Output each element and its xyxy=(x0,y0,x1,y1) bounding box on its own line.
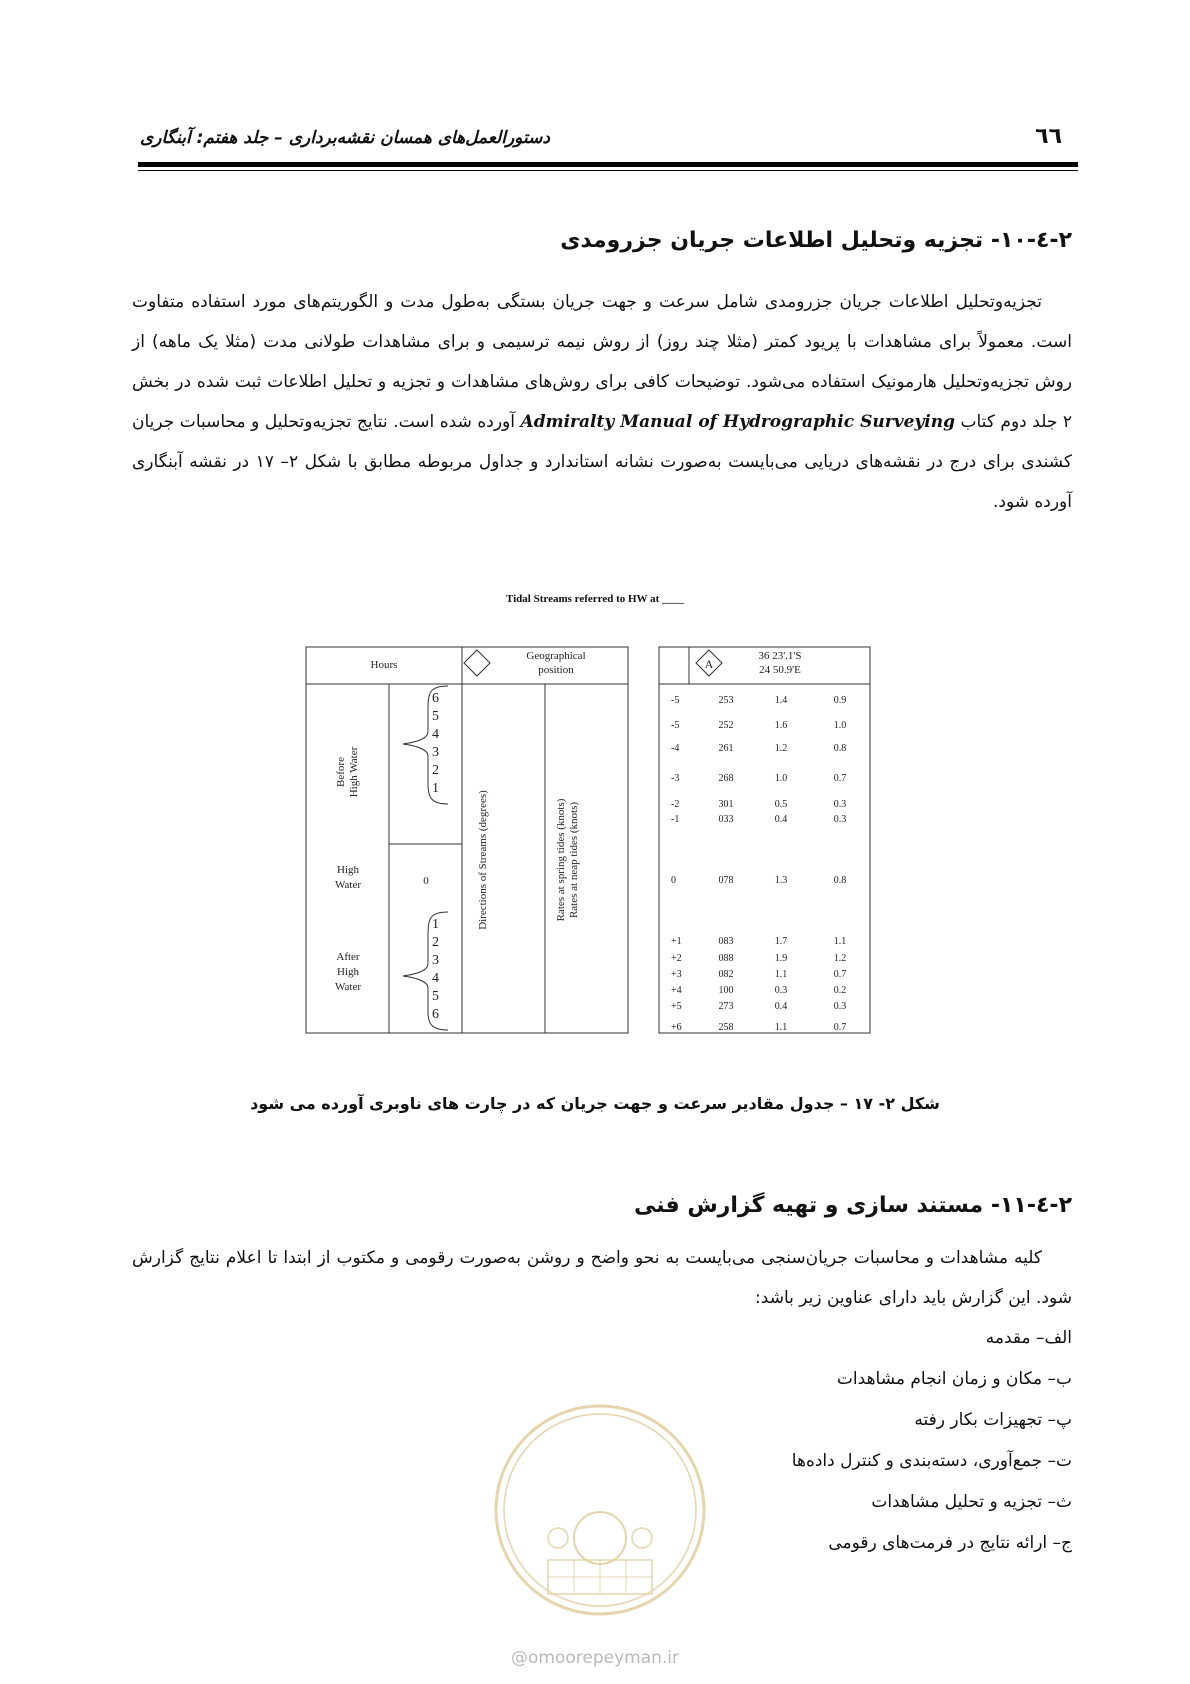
tidal-cell: 1.2 xyxy=(774,743,788,754)
tidal-cell: 0.7 xyxy=(833,1022,847,1033)
station-longitude: 24 50.9'E xyxy=(759,664,801,676)
tidal-cell: 0.2 xyxy=(833,985,847,996)
report-heading-item: ت– جمع‌آوری، دسته‌بندی و کنترل داده‌ها xyxy=(791,1451,1072,1471)
tidal-cell: +2 xyxy=(671,953,682,964)
before-brace-icon xyxy=(403,686,448,804)
tidal-cell: 268 xyxy=(718,773,734,784)
tidal-table-title: Tidal Streams referred to HW at ____ xyxy=(505,593,685,605)
hw-label-1: High xyxy=(337,864,359,876)
before-hour-6: 6 xyxy=(432,691,439,706)
tidal-cell: 1.0 xyxy=(774,773,788,784)
tidal-cell: 0.4 xyxy=(774,814,788,825)
tidal-cell: -5 xyxy=(671,695,680,706)
header-rule-thin xyxy=(138,170,1078,171)
tidal-cell: 0.3 xyxy=(833,1001,847,1012)
after-brace-icon xyxy=(403,912,448,1030)
after-hour-5: 5 xyxy=(432,989,439,1004)
publisher-watermark-logo xyxy=(490,1400,710,1620)
after-hw-label-2: High xyxy=(337,966,359,978)
before-hw-label-1: Before xyxy=(335,757,347,787)
hours-label: Hours xyxy=(370,659,398,671)
section-heading-10: ۲-٤-۱۰- تجزیه وتحلیل اطلاعات جریان جزرومدی xyxy=(560,228,1072,253)
tidal-cell: 0.3 xyxy=(833,799,847,810)
tidal-cell: 0.3 xyxy=(833,814,847,825)
tidal-cell: 1.6 xyxy=(774,720,788,731)
spring-rates-label: Rates at spring tides (knots) xyxy=(555,798,567,922)
section-10-paragraph xyxy=(132,282,1072,522)
tidal-cell: +3 xyxy=(671,969,682,980)
tidal-cell: 0 xyxy=(671,875,676,886)
tidal-cell: 301 xyxy=(718,799,734,810)
tidal-data-rows xyxy=(671,695,846,1033)
tidal-cell: -2 xyxy=(671,799,680,810)
report-heading-item: الف– مقدمه xyxy=(985,1328,1072,1348)
directions-axis-label: Directions of Streams (degrees) xyxy=(477,790,489,930)
report-heading-item: ج– ارائه نتایج در فرمت‌های رقومی xyxy=(828,1533,1072,1553)
tidal-cell: 252 xyxy=(718,720,734,731)
after-hour-3: 3 xyxy=(432,953,439,968)
paragraph-text-part1: تجزیه‌وتحلیل اطلاعات جریان جزرومدی شامل سرعت و جهت جریان بستگی به‌طول مدت و الگوریتم‌های مورد استفاده متفاوت است. معمولاً برای مشاهدات با پریود کمتر (مثلا چند روز) از روش نیمه ترسیمی و برای مشاهدات طولانی مدت (مثلا یک ماهه) از روش تجزیه‌وتحلیل هارمونیک استفاده می‌شود. توضیحات کافی برای روش‌های مشاهدات و تجزیه و تحلیل اطلاعات ثبت شده در بخش ۲ جلد دوم کتاب xyxy=(132,292,1072,432)
tidal-cell: 258 xyxy=(718,1022,734,1033)
after-hours-list xyxy=(432,917,439,1022)
running-header-title: دستورالعمل‌های همسان نقشه‌برداری – جلد هفتم: آبنگاری xyxy=(140,128,550,148)
tidal-cell: 033 xyxy=(718,814,734,825)
section-11-paragraph xyxy=(132,1238,1072,1318)
tidal-cell: 1.9 xyxy=(774,953,788,964)
tidal-cell: 0.9 xyxy=(833,695,847,706)
report-heading-item: ث– تجزیه و تحلیل مشاهدات xyxy=(871,1492,1072,1512)
section-heading-11: ۲-٤-۱۱- مستند سازی و تهیه گزارش فنی xyxy=(634,1193,1072,1218)
tidal-cell: -4 xyxy=(671,743,680,754)
tidal-cell: -3 xyxy=(671,773,680,784)
tidal-cell: 082 xyxy=(718,969,734,980)
tidal-cell: 253 xyxy=(718,695,734,706)
tidal-cell: 0.7 xyxy=(833,969,847,980)
tidal-cell: 083 xyxy=(718,936,734,947)
book-title: Admiralty Manual of Hydrographic Surveying xyxy=(520,412,955,432)
before-hour-5: 5 xyxy=(432,709,439,724)
after-hour-4: 4 xyxy=(432,971,439,986)
tidal-cell: +5 xyxy=(671,1001,682,1012)
tidal-cell: 1.4 xyxy=(774,695,788,706)
figure-caption: شکل ۲- ۱۷ – جدول مقادیر سرعت و جهت جریان که در چارت های ناوبری آورده می شود xyxy=(250,1094,940,1113)
tidal-streams-table xyxy=(300,620,920,1060)
watermark-url: @omoorepeyman.ir xyxy=(510,1648,680,1668)
before-hour-2: 2 xyxy=(432,763,439,778)
tidal-cell: 0.8 xyxy=(833,743,847,754)
report-heading-item: ب– مکان و زمان انجام مشاهدات xyxy=(836,1369,1072,1389)
tidal-cell: 0.8 xyxy=(833,875,847,886)
tidal-cell: +6 xyxy=(671,1022,682,1033)
after-hour-6: 6 xyxy=(432,1007,439,1022)
station-latitude: 36 23'.1'S xyxy=(758,650,802,662)
tidal-cell: 078 xyxy=(718,875,734,886)
before-hw-label-2: High Water xyxy=(348,746,360,798)
tidal-cell: 261 xyxy=(718,743,734,754)
tidal-cell: 0.5 xyxy=(774,799,788,810)
tidal-cell: 1.3 xyxy=(774,875,788,886)
station-letter: A xyxy=(704,657,714,671)
before-hour-3: 3 xyxy=(432,745,439,760)
tidal-cell: 100 xyxy=(718,985,734,996)
tidal-cell: 0.4 xyxy=(774,1001,788,1012)
header-rule-thick xyxy=(138,162,1078,167)
report-heading-item: پ– تجهیزات بکار رفته xyxy=(914,1410,1072,1430)
hw-zero: 0 xyxy=(423,875,429,887)
tidal-cell: +1 xyxy=(671,936,682,947)
tidal-cell: 1.2 xyxy=(833,953,847,964)
geo-label-line2: position xyxy=(538,664,574,676)
paragraph-text-part2: آورده شده است. نتایج تجزیه‌وتحلیل و محاسبات جریان کشندی برای درج در نقشه‌های دریایی می‌بایست به‌صورت نشانه استاندارد و جداول مربوطه مطابق با شکل ۲– ۱۷ در نقشه آبنگاری آورده شود. xyxy=(132,412,1072,512)
tidal-cell: 1.0 xyxy=(833,720,847,731)
geo-label-line1: Geographical xyxy=(526,650,586,662)
tidal-cell: +4 xyxy=(671,985,682,996)
after-hour-2: 2 xyxy=(432,935,439,950)
after-hw-label-3: Water xyxy=(335,981,361,993)
before-hours-list xyxy=(432,691,439,796)
tidal-cell: 273 xyxy=(718,1001,734,1012)
before-hour-4: 4 xyxy=(432,727,439,742)
page-number: ٦٦ xyxy=(1035,124,1062,149)
tidal-cell: 088 xyxy=(718,953,734,964)
tidal-cell: -5 xyxy=(671,720,680,731)
tidal-cell: 1.1 xyxy=(774,1022,788,1033)
diamond-symbol-icon xyxy=(464,650,490,676)
after-hour-1: 1 xyxy=(432,917,439,932)
tidal-cell: 1.1 xyxy=(774,969,788,980)
after-hw-label-1: After xyxy=(336,951,360,963)
tidal-cell: 1.7 xyxy=(774,936,788,947)
section-11-text: کلیه مشاهدات و محاسبات جریان‌سنجی می‌بایست به نحو واضح و روشن به‌صورت رقومی و مکتوب از ابتدا تا اعلام نتایج گزارش شود. این گزارش باید دارای عناوین زیر باشد: xyxy=(132,1248,1072,1308)
hw-label-2: Water xyxy=(335,879,361,891)
neap-rates-label: Rates at neap tides (knots) xyxy=(568,801,580,919)
tidal-cell: 0.3 xyxy=(774,985,788,996)
tidal-cell: 0.7 xyxy=(833,773,847,784)
before-hour-1: 1 xyxy=(432,781,439,796)
tidal-cell: -1 xyxy=(671,814,680,825)
tidal-cell: 1.1 xyxy=(833,936,847,947)
